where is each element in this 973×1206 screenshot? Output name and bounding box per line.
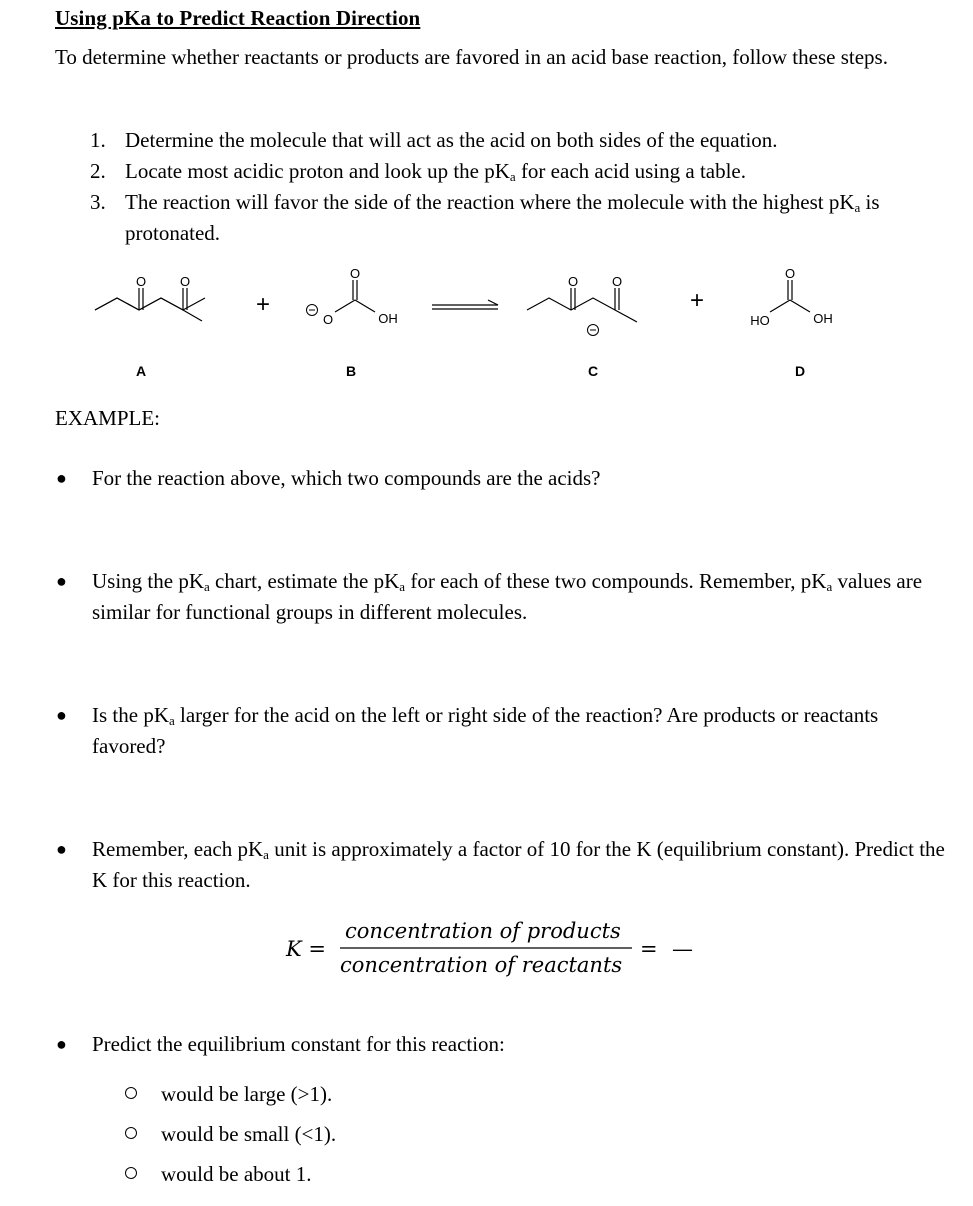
question-item (55, 566, 945, 628)
question-item (55, 1029, 945, 1060)
atom-label: O (179, 274, 191, 289)
molecule-d (750, 268, 833, 328)
atom-label: O (349, 268, 361, 281)
formula-svg (284, 910, 704, 990)
answer-option[interactable] (125, 1082, 332, 1107)
bullet-icon: ● (56, 571, 67, 591)
molecule-a (95, 274, 205, 321)
step-text: Determine the molecule that will act as the acid on both sides of the equation. (125, 128, 778, 152)
answer-option[interactable] (125, 1162, 311, 1187)
label-b: B (345, 363, 357, 379)
step-number: 3. (90, 190, 106, 214)
atom-label: OH (813, 311, 833, 326)
question-text: Remember, each $pK_a$ unit is approximately a factor of 10 for the K (equilibrium constant). Predict the K for this reaction. (92, 837, 945, 892)
equilibrium-formula (284, 910, 704, 995)
formula-denominator: concentration of reactants (340, 953, 623, 977)
step-item (90, 156, 920, 187)
formula-numerator: concentration of products (345, 919, 621, 943)
step-item (90, 125, 920, 156)
question-text: Predict the equilibrium constant for this reaction: (92, 1032, 505, 1056)
atom-label: O (784, 268, 796, 281)
step-text: The reaction will favor the side of the reaction where the molecule with the highest $pK_a$ is protonated. (125, 190, 880, 245)
formula-equals: = (640, 937, 658, 961)
question-item (55, 463, 945, 494)
atom-label: O (135, 274, 147, 289)
option-text: would be large (>1). (161, 1082, 333, 1106)
equilibrium-arrow-icon (432, 300, 498, 309)
bullet-icon: ● (56, 1034, 67, 1054)
question-item (55, 834, 945, 896)
step-text: Locate most acidic proton and look up the $pK_a$ for each acid using a table. (125, 159, 747, 184)
reaction-scheme-svg (80, 268, 860, 388)
question-text: Using the $pK_a$ chart, estimate the $pK_a$ for each of these two compounds. Remember, $pK_a$ values are similar for functional groups in different molecules. (92, 569, 923, 624)
option-text: would be small (<1). (161, 1122, 337, 1146)
step-number: 2. (90, 159, 106, 183)
question-text: Is the $pK_a$ larger for the acid on the left or right side of the reaction? Are products or reactants favored? (92, 703, 879, 758)
option-text: would be about 1. (161, 1162, 312, 1186)
label-c: C (587, 363, 599, 379)
option-circle-icon[interactable] (125, 1167, 137, 1179)
molecule-c (527, 274, 637, 336)
atom-label: O (567, 274, 579, 289)
label-d: D (794, 363, 806, 379)
steps-list (90, 125, 920, 249)
atom-label: HO (750, 313, 770, 328)
bullet-icon: ● (56, 839, 67, 859)
option-circle-icon[interactable] (125, 1087, 137, 1099)
plus-sign: + (689, 287, 705, 314)
reaction-scheme (80, 268, 860, 393)
atom-label: O (322, 312, 334, 327)
plus-sign: + (255, 291, 271, 318)
step-item (90, 187, 920, 249)
example-heading: EXAMPLE: (55, 406, 160, 430)
step-number: 1. (90, 128, 106, 152)
atom-label: OH (378, 311, 398, 326)
bullet-icon: ● (56, 705, 67, 725)
question-text: For the reaction above, which two compounds are the acids? (92, 466, 601, 490)
formula-blank: — (672, 937, 693, 961)
label-a: A (135, 363, 147, 379)
atom-label: O (611, 274, 623, 289)
formula-lhs: K = (286, 937, 326, 961)
option-circle-icon[interactable] (125, 1127, 137, 1139)
bullet-icon: ● (56, 468, 67, 488)
intro-paragraph: To determine whether reactants or products are favored in an acid base reaction, follow these steps. (55, 45, 888, 69)
question-item (55, 700, 945, 762)
molecule-b (307, 268, 398, 327)
answer-option[interactable] (125, 1122, 336, 1147)
page-title: Using pKa to Predict Reaction Direction (55, 6, 421, 30)
